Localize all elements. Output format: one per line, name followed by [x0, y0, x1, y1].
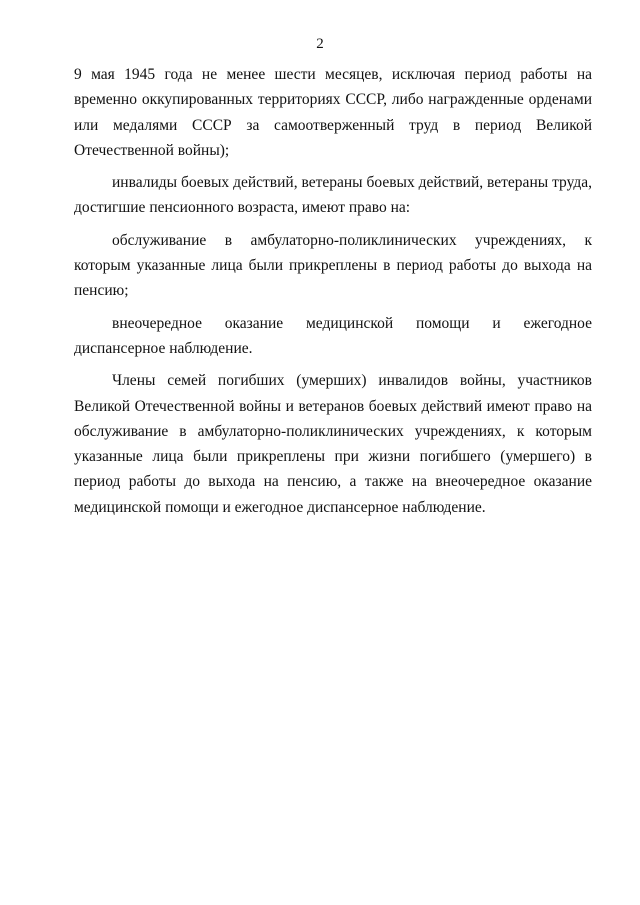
paragraph-rights-intro: инвалиды боевых действий, ветераны боевых действий, ветераны труда, достигшие пенсионного возраста, имеют право на:	[74, 174, 592, 217]
paragraph-family-members: Члены семей погибших (умерших) инвалидов войны, участников Великой Отечественной войны и ветеранов боевых действий имеют право на обслуживание в амбулаторно-поликлинических учреждениях, к которым указанные лица были прикреплены при жизни погибшего (умершего) в период работы до выхода на пенсию, а также на внеочередное оказание медицинской помощи и ежегодное диспансерное наблюдение.	[74, 372, 592, 516]
paragraph-outpatient-service: обслуживание в амбулаторно-поликлинических учреждениях, к которым указанные лица были прикреплены в период работы до выхода на пенсию;	[74, 231, 592, 300]
paragraph-continuation: 9 мая 1945 года не менее шести месяцев, исключая период работы на временно оккупированных территориях СССР, либо награжденные орденами или медалями СССР за самоотверженный труд в период Великой Отечественной войны);	[74, 66, 592, 159]
document-body	[74, 62, 592, 520]
page-number: 2	[316, 36, 324, 52]
paragraph-priority-care: внеочередное оказание медицинской помощи и ежегодное диспансерное наблюдение.	[74, 314, 592, 357]
